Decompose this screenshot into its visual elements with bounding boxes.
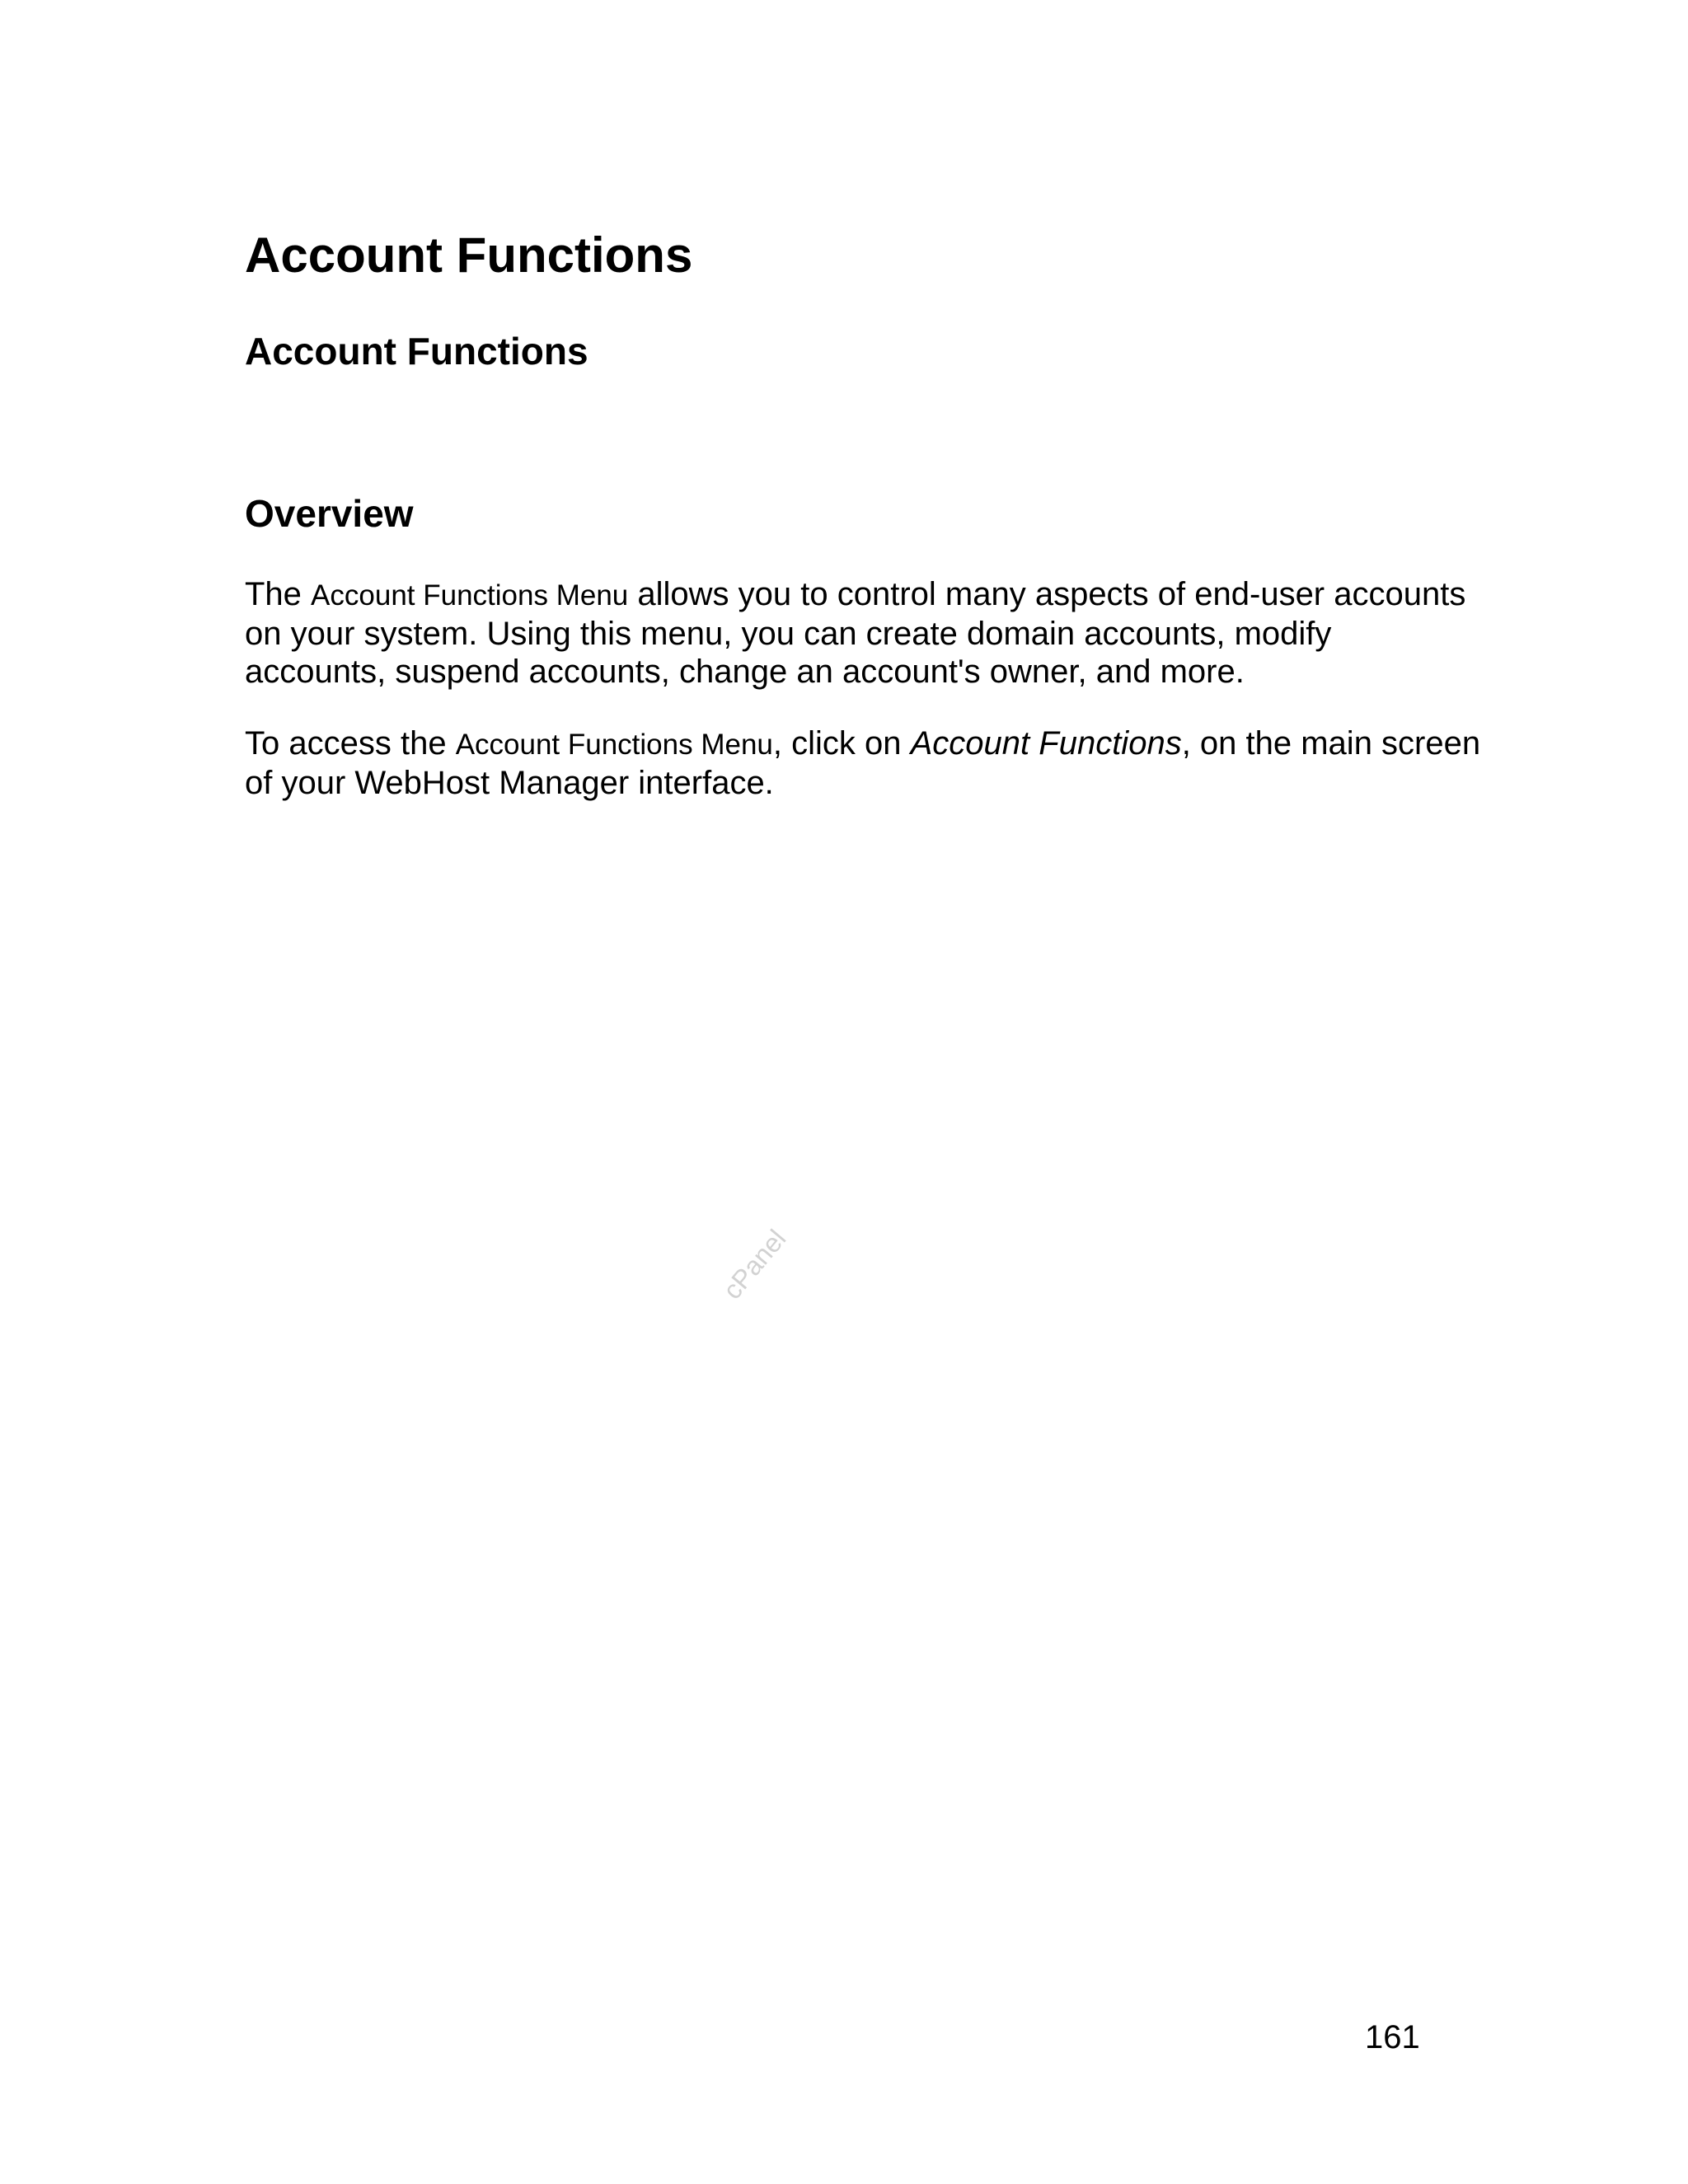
cpanel-watermark: cPanel [717, 1224, 792, 1305]
page-title: Account Functions [245, 227, 693, 283]
paragraph-text: The [245, 576, 312, 612]
paragraph-text: allows you to control many aspects of end-user accounts on your system. Using this menu, you can create domain accounts, modify accounts, suspend accounts, change an account's owner, and more. [245, 576, 1466, 690]
page-subtitle: Account Functions [245, 330, 588, 373]
menu-name: Account Functions Menu [455, 729, 773, 761]
paragraph-text: , on the main screen of your WebHost Manager interface. [245, 725, 1481, 801]
section-heading-overview: Overview [245, 492, 414, 535]
overview-paragraph [245, 575, 1481, 691]
paragraph-text: , click on [772, 725, 911, 762]
access-instructions-paragraph [245, 724, 1481, 802]
menu-name: Account Functions Menu [311, 579, 629, 612]
page-number: 161 [1365, 2019, 1420, 2055]
paragraph-text: To access the [245, 725, 456, 762]
account-functions-reference: Account Functions [910, 725, 1182, 762]
